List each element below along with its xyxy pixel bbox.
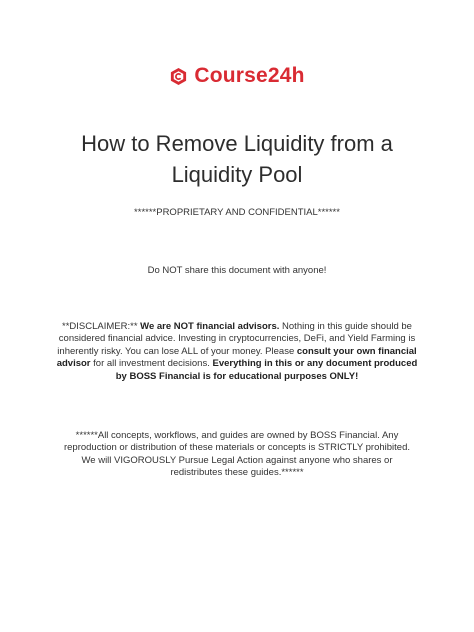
do-not-share-notice: Do NOT share this document with anyone! xyxy=(147,265,327,276)
confidential-notice: ******PROPRIETARY AND CONFIDENTIAL****** xyxy=(134,207,340,218)
disclaimer-bold-3: Everything in this or any document produced by BOSS Financial is for educational purposes ONLY! xyxy=(115,358,418,382)
brand-name: Course24h xyxy=(194,64,305,87)
disclaimer-text-2: for all investment decisions. xyxy=(93,358,210,370)
disclaimer-bold-1: We are NOT financial advisors. xyxy=(140,321,280,332)
title-line-1: How to Remove Liquidity from a xyxy=(81,131,393,156)
brand-logo xyxy=(0,64,474,88)
course24h-logo-icon xyxy=(169,67,188,86)
disclaimer-lead: **DISCLAIMER:** xyxy=(62,321,138,332)
disclaimer-bold-2: consult your own financial advisor xyxy=(56,345,417,370)
title-line-2: Liquidity Pool xyxy=(171,162,303,187)
disclaimer-text-1: Nothing in this guide should be considered financial advice. Investing in cryptocurrencies, DeFi, and Yield Farming is inherently risky. You can lose ALL of your money. Please xyxy=(57,321,416,357)
page-title xyxy=(30,128,444,190)
rights-notice: ******All concepts, workflows, and guides are owned by BOSS Financial. Any reproduction or distribution of these materials or concepts is STRICTLY prohibited. We will VIGOROUSLY Pursue Legal Action against anyone who shares or redistributes these guides.****** xyxy=(63,430,411,479)
disclaimer-paragraph xyxy=(56,321,418,383)
